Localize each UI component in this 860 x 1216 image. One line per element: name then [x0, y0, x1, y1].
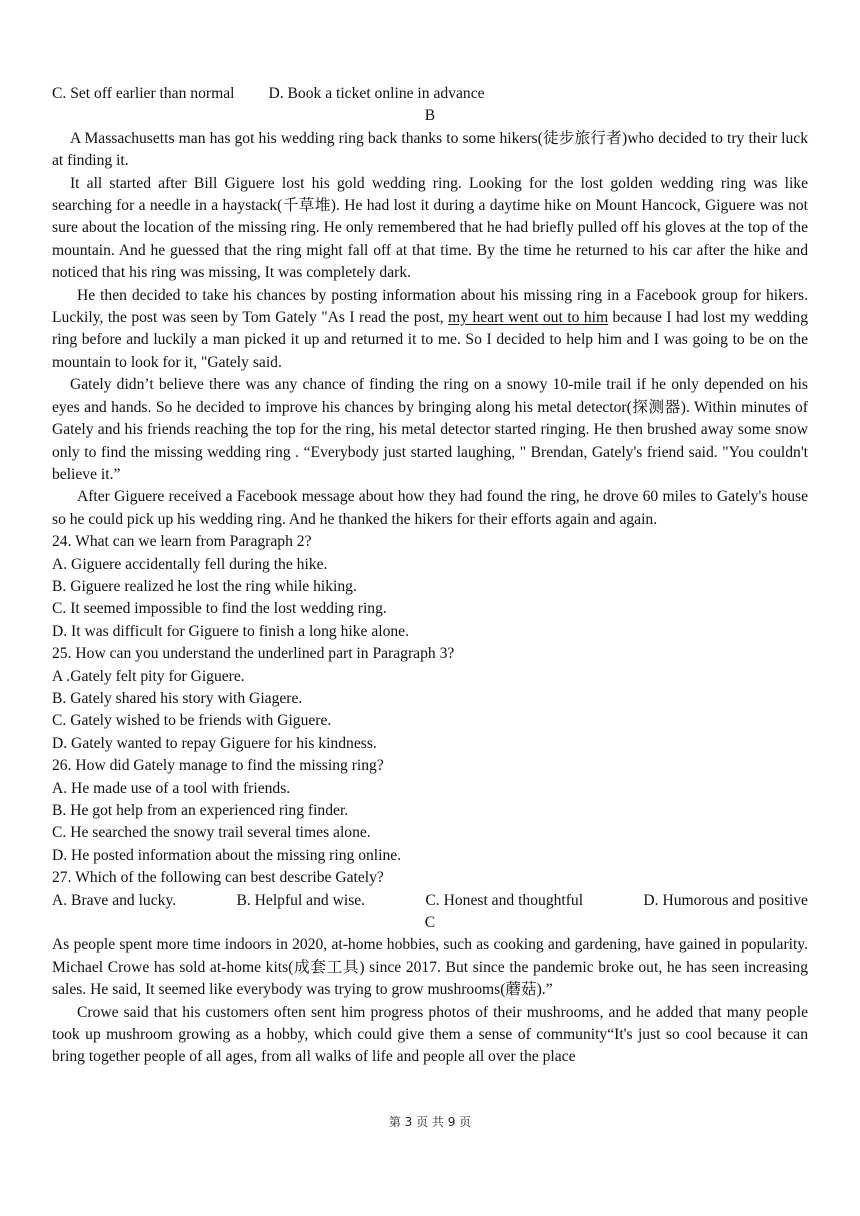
passage-b-paragraph-5: After Giguere received a Facebook message about how they had found the ring, he drove 60 miles to Gately's house so he could pick up his wedding ring. And he thanked the hikers for their efforts again and again. [52, 488, 808, 528]
answer-option: B. Helpful and wise. [236, 891, 366, 909]
passage-b-paragraph-4: Gately didn’t believe there was any chance of finding the ring on a snowy 10-mile trail if he only depended on his eyes and hands. So he decided to improve his chances by bringing along his metal detector(探测器). Within minutes of Gately and his friends reaching the top for the ring, his metal detector started ringing. He then brushed away some snow only to find the missing wedding ring . “Everybody just started laughing, " Brendan, Gately's friend said. "You couldn't believe it.” [52, 376, 808, 483]
question-25 [52, 643, 808, 755]
option-c: C. Set off earlier than normal [52, 85, 235, 102]
passage-b-paragraph-3 [52, 285, 808, 375]
question-text: 27. Which of the following can best describe Gately? [52, 869, 384, 887]
answer-option: B. Giguere realized he lost the ring while hiking. [52, 577, 357, 595]
passage-c-paragraph-1: As people spent more time indoors in 2020, at-home hobbies, such as cooking and gardening, have gained in popularity. Michael Crowe has sold at-home kits(成套工具) since 2017. But since the pandemic broke out, he has seen increasing sales. He said, It seemed like everybody was trying to grow mushrooms(蘑菇).” [52, 936, 808, 999]
answer-option: D. It was difficult for Giguere to finish a long hike alone. [52, 622, 409, 640]
answer-option: D. Gately wanted to repay Giguere for his kindness. [52, 734, 377, 752]
option-d: D. Book a ticket online in advance [268, 85, 485, 102]
answer-option: D. Humorous and positive [643, 891, 808, 909]
answer-option: C. Honest and thoughtful [425, 891, 584, 909]
answer-options-row [52, 890, 808, 912]
question-27 [52, 867, 808, 912]
paragraph-3-text-start: He then decided to take his chances by posting information about his missing ring in a Facebook group for hikers. Luckily, the post was seen by Tom Gately "As I read the post, [52, 286, 808, 327]
answer-option: C. He searched the snowy trail several times alone. [52, 824, 371, 842]
answer-option: A. He made use of a tool with friends. [52, 779, 291, 797]
answer-option: A. Giguere accidentally fell during the hike. [52, 555, 328, 573]
answer-option: C. Gately wished to be friends with Giguere. [52, 712, 332, 730]
page-number-footer: 第 3 页 共 9 页 [388, 1115, 472, 1129]
question-text: 24. What can we learn from Paragraph 2? [52, 533, 312, 551]
exam-page-content [52, 83, 808, 1069]
answer-option: D. He posted information about the missing ring online. [52, 846, 402, 864]
section-b-label: B [424, 107, 436, 125]
answer-option: A .Gately felt pity for Giguere. [52, 667, 245, 685]
answer-option: A. Brave and lucky. [52, 891, 177, 909]
answer-option: B. He got help from an experienced ring finder. [52, 802, 349, 819]
section-c-label: C [424, 914, 436, 932]
question-24 [52, 531, 808, 643]
question-text: 25. How can you understand the underlined part in Paragraph 3? [52, 645, 455, 663]
question-text: 26. How did Gately manage to find the missing ring? [52, 757, 384, 775]
question-26 [52, 755, 808, 867]
q23-options-cd [52, 83, 808, 105]
answer-option: B. Gately shared his story with Giagere. [52, 689, 303, 707]
passage-b-paragraph-1: A Massachusetts man has got his wedding ring back thanks to some hikers(徒步旅行者)who decided to try their luck at finding it. [52, 129, 808, 170]
underlined-phrase: my heart went out to him [448, 309, 609, 327]
passage-c-paragraph-2: Crowe said that his customers often sent him progress photos of their mushrooms, and he added that many people took up mushroom growing as a hobby, which could give them a sense of community“It's just so cool because it can bring together people of all ages, from all walks of life and people all over the place [52, 1003, 808, 1066]
answer-option: C. It seemed impossible to find the lost wedding ring. [52, 600, 387, 618]
passage-b-paragraph-2: It all started after Bill Giguere lost his gold wedding ring. Looking for the lost golden wedding ring was like searching for a needle in a haystack(千草堆). He had lost it during a daytime hike on Mount Hancock, Giguere was not sure about the location of the missing ring. He only remembered that he had briefly pulled off his gloves at the top of the mountain. And he guessed that the ring might fall off at that time. By the time he returned to his car after the hike and noticed that his ring was missing, It was completely dark. [52, 174, 808, 282]
paragraph-3-text-end: because I had lost my wedding ring before and luckily a man picked it up and returned it to me. So I decided to help him and I was going to be on the mountain to look for it, "Gately said. [52, 309, 808, 371]
